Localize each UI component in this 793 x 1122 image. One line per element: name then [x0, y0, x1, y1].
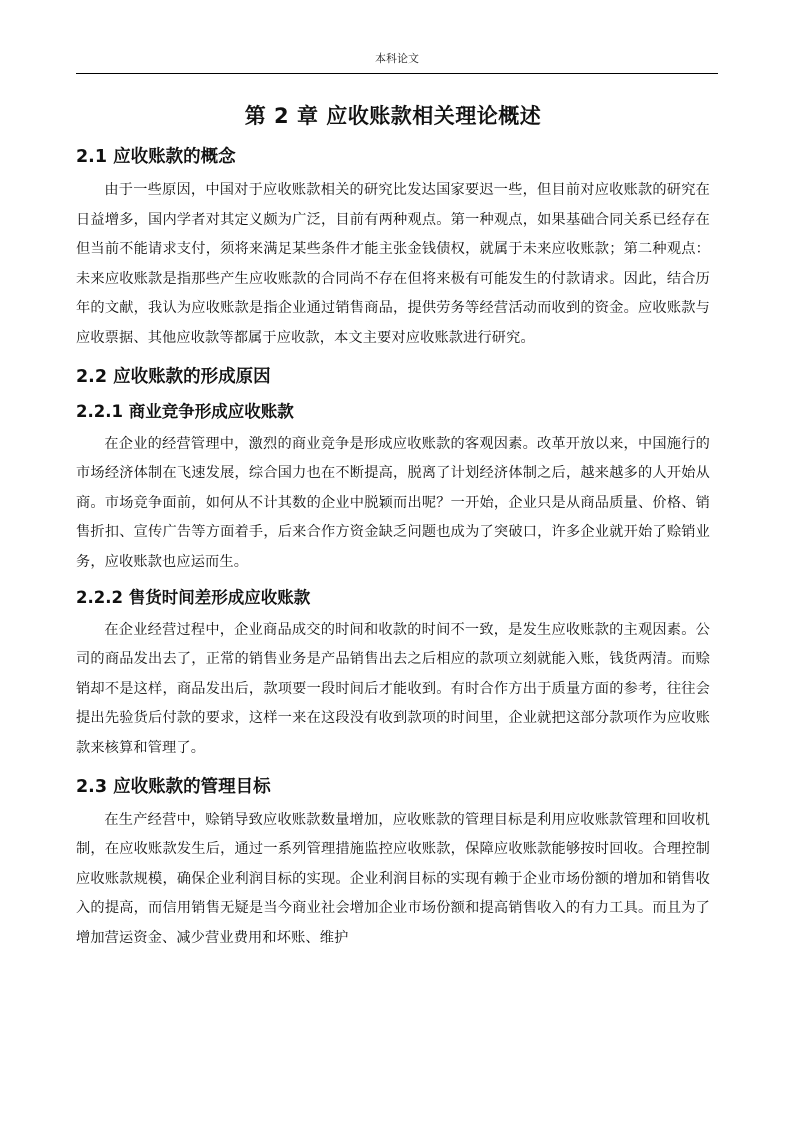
section-paragraph-2-2-1: 在企业的经营管理中，激烈的商业竞争是形成应收账款的客观因素。改革开放以来，中国施行的市场经济体制在飞速发展，综合国力也在不断提高，脱离了计划经济体制之后，越来越多的人开始从商。市场竞争面前，如何从不计其数的企业中脱颖而出呢？一开始，企业只是从商品质量、价格、销售折扣、宣传广告等方面着手，后来合作方资金缺乏问题也成为了突破口，许多企业就开始了赊销业务，应收账款也应运而生。 — [76, 435, 710, 570]
section-paragraph-2-1: 由于一些原因，中国对于应收账款相关的研究比发达国家要迟一些，但目前对应收账款的研究在日益增多，国内学者对其定义颇为广泛，目前有两种观点。第一种观点，如果基础合同关系已经存在但当前不能请求支付，须将来满足某些条件才能主张金钱债权，就属于未来应收账款；第二种观点：未来应收账款是指那些产生应收账款的合同尚不存在但将来极有可能发生的付款请求。因此，结合历年的文献，我认为应收账款是指企业通过销售商品，提供劳务等经营活动而收到的资金。应收账款与应收票据、其他应收款等都属于应收款，本文主要对应收账款进行研究。 — [76, 182, 710, 346]
section-heading-2-2-1: 2.2.1 商业竞争形成应收账款 — [76, 401, 294, 421]
section-paragraph-2-3: 在生产经营中，赊销导致应收账款数量增加，应收账款的管理目标是利用应收账款管理和回收机制，在应收账款发生后，通过一系列管理措施监控应收账款，保障应收账款能够按时回收。合理控制应收账款规模，确保企业利润目标的实现。企业利润目标的实现有赖于企业市场份额的增加和销售收入的提高，而信用销售无疑是当今商业社会增加企业市场份额和提高销售收入的有力工具。而且为了增加营运资金、减少营业费用和坏账、维护 — [76, 811, 710, 946]
section-paragraph-2-2-2: 在企业经营过程中，企业商品成交的时间和收款的时间不一致，是发生应收账款的主观因素。公司的商品发出去了，正常的销售业务是产品销售出去之后相应的款项立刻就能入账，钱货两清。而赊销却不是这样，商品发出后，款项要一段时间后才能收到。有时合作方出于质量方面的参考，往往会提出先验货后付款的要求，这样一来在这段没有收到款项的时间里，企业就把这部分款项作为应收账款来核算和管理了。 — [76, 621, 710, 756]
section-heading-2-2-2: 2.2.2 售货时间差形成应收账款 — [76, 587, 311, 607]
section-heading-2-2: 2.2 应收账款的形成原因 — [76, 366, 271, 387]
page-content — [76, 98, 710, 953]
section-heading-2-3: 2.3 应收账款的管理目标 — [76, 776, 271, 797]
chapter-title: 第 2 章 应收账款相关理论概述 — [244, 104, 542, 128]
running-header: 本科论文 — [375, 52, 419, 65]
header-divider — [76, 73, 718, 74]
section-heading-2-1: 2.1 应收账款的概念 — [76, 147, 236, 167]
